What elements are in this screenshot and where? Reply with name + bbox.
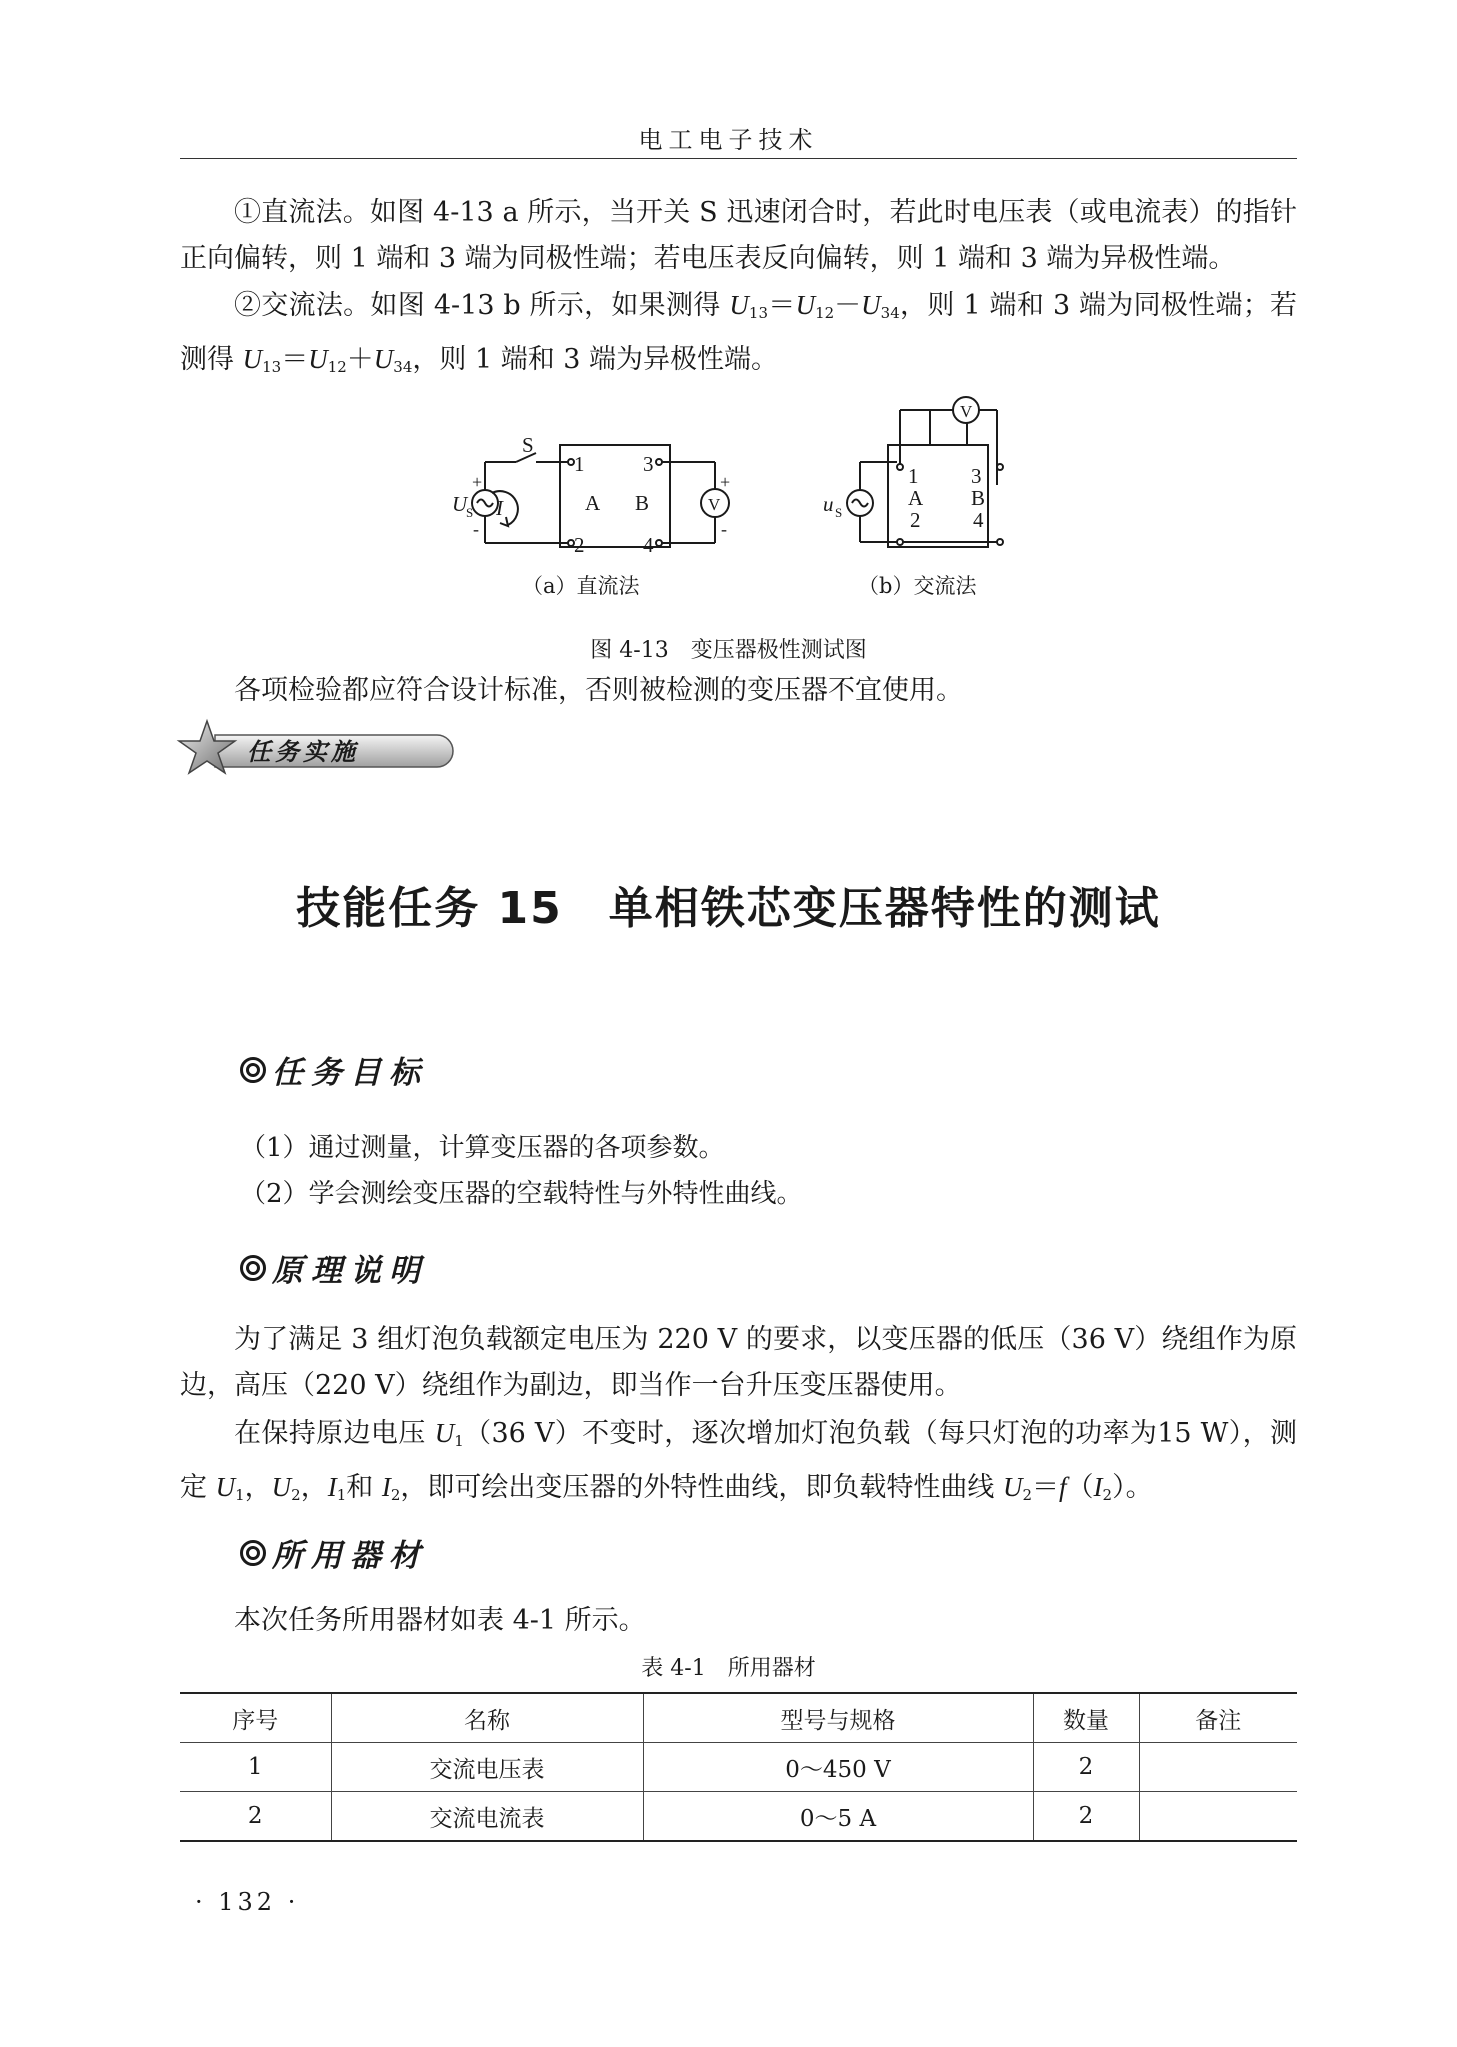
table-cell (1139, 1792, 1297, 1842)
panel-b-terminal-3 (997, 464, 1003, 470)
sub-12: 12 (815, 304, 835, 322)
sep-2: ， (300, 1472, 328, 1503)
panel-a-source-minus: - (473, 519, 479, 539)
var-u13: U (729, 290, 749, 320)
section-equipment-heading (240, 1530, 428, 1575)
minus-sign: － (834, 290, 862, 321)
var-u2: U (271, 1472, 292, 1502)
var-u12-b: U (308, 344, 328, 374)
plus-sign: ＋ (346, 344, 374, 375)
header-rule (180, 158, 1297, 159)
table-cell: 2 (1033, 1743, 1139, 1792)
sep-1: ， (244, 1472, 272, 1503)
panel-b-t4-label: 4 (973, 508, 984, 532)
banner-label: 任务实施 (247, 738, 359, 766)
p2-text-c: ，即可绘出变压器的外特性曲线，即负载特性曲线 (400, 1472, 1003, 1503)
table-cell: 2 (1033, 1792, 1139, 1842)
figure-caption: 图 4-13 变压器极性测试图 (590, 638, 867, 663)
sub-13-b: 13 (262, 358, 282, 376)
table-row (180, 1743, 1297, 1792)
table-cell: 0～450 V (643, 1743, 1033, 1792)
panel-a-source-wave (477, 500, 493, 507)
principle-para-2 (180, 1410, 1297, 1518)
col-header: 备注 (1139, 1693, 1297, 1743)
goal-item-2: （2）学会测绘变压器的空载特性与外特性曲线。 (240, 1179, 803, 1209)
sub-i1: 1 (336, 1486, 347, 1504)
panel-a-terminal-4 (656, 540, 662, 546)
eq-sign-b: ＝ (281, 344, 309, 375)
var-u1-b: U (215, 1472, 236, 1502)
table-row (180, 1792, 1297, 1842)
var-i2-b: I (1093, 1472, 1103, 1502)
equipment-table (180, 1692, 1297, 1842)
var-u34: U (861, 290, 881, 320)
panel-b-source-sub: S (835, 505, 843, 520)
col-header: 型号与规格 (643, 1693, 1033, 1743)
double-circle-icon (240, 1540, 266, 1566)
p2-text-b: （36 V）不变时，逐次增加灯泡负载（每只灯泡的功率为15 W），测定 (180, 1418, 1297, 1503)
table-caption: 表 4-1 所用器材 (641, 1656, 816, 1681)
panel-b-meter-label: V (960, 402, 973, 421)
eq-sign: ＝ (768, 290, 796, 321)
task-title: 技能任务 15 单相铁芯变压器特性的测试 (296, 883, 1161, 934)
panel-a-caption: （a）直流法 (522, 574, 640, 598)
panel-a-source-sub: S (466, 505, 474, 520)
panel-a-t3-label: 3 (643, 452, 654, 476)
sub-2: 2 (291, 1486, 301, 1504)
var-u13-b: U (242, 344, 263, 374)
section-principle-heading (240, 1245, 428, 1290)
sub-i2: 2 (390, 1486, 401, 1504)
panel-b-terminal-4 (997, 539, 1003, 545)
panel-b-source-label: u (823, 492, 834, 516)
panel-a-meter-plus: + (720, 472, 731, 492)
close-paren: ）。 (1112, 1472, 1153, 1503)
sub-2-b: 2 (1022, 1486, 1033, 1504)
and-text: 和 (346, 1472, 382, 1503)
var-u12: U (795, 290, 816, 320)
func-f: f (1059, 1472, 1067, 1502)
var-u2-b: U (1002, 1472, 1023, 1502)
goal-item-1: （1）通过测量，计算变压器的各项参数。 (240, 1133, 725, 1163)
panel-a-current-label: I (496, 496, 503, 520)
panel-a-circuit (472, 445, 729, 547)
para-after-figure: 各项检验都应符合设计标准，否则被检测的变压器不宜使用。 (234, 675, 963, 706)
col-header: 序号 (180, 1693, 331, 1743)
sub-12-b: 12 (327, 358, 347, 376)
para-dc-method: ①直流法。如图 4-13 a 所示，当开关 S 迅速闭合时，若此时电压表（或电流表）的指针正向偏转，则 1 端和 3 端为同极性端；若电压表反向偏转，则 1 端和 3 端为异极性端。 (180, 197, 1297, 274)
ac-tail2-text: ，则 1 端和 3 端为异极性端。 (412, 344, 779, 375)
table-cell: 2 (180, 1792, 331, 1842)
table-cell: 交流电压表 (331, 1743, 643, 1792)
panel-b-t3-label: 3 (971, 464, 982, 488)
var-u1: U (434, 1418, 455, 1448)
panel-b-winding-b: B (971, 486, 986, 510)
section-principle-title: 原理说明 (272, 1253, 428, 1289)
sub-1-b: 1 (235, 1486, 245, 1504)
panel-b-terminal-2 (897, 539, 903, 545)
running-head: 电工电子技术 (638, 126, 819, 154)
table-header-row (180, 1693, 1297, 1743)
col-header: 名称 (331, 1693, 643, 1743)
panel-a-winding-b: B (635, 491, 650, 515)
panel-a-winding-a: A (585, 491, 601, 515)
sub-13: 13 (748, 304, 768, 322)
panel-a-source-plus: + (472, 472, 483, 492)
var-i2: I (381, 1472, 391, 1502)
section-equipment-title: 所用器材 (272, 1538, 428, 1574)
panel-a-source-label: U (452, 492, 468, 516)
panel-b-t2-label: 2 (910, 508, 921, 532)
page-number: · 132 · (195, 1888, 300, 1916)
table-cell: 0～5 A (643, 1792, 1033, 1842)
section-goals-heading (240, 1047, 428, 1092)
sub-34: 34 (880, 304, 900, 322)
sub-1: 1 (454, 1432, 464, 1450)
panel-a-t2-label: 2 (574, 533, 585, 557)
panel-a-t4-label: 4 (643, 533, 654, 557)
table-cell: 交流电流表 (331, 1792, 643, 1842)
col-header: 数量 (1033, 1693, 1139, 1743)
var-u34-b: U (373, 344, 394, 374)
ac-lead-text: ②交流法。如图 4-13 b 所示，如果测得 (234, 290, 730, 321)
sub-i2-b: 2 (1102, 1486, 1113, 1504)
ac-tail1-text: ，则 1 端和 3 端为同极性端；若测得 (180, 290, 1298, 375)
panel-a-switch-label: S (522, 433, 534, 457)
para-ac-method (180, 282, 1297, 390)
panel-a-meter-label: V (708, 495, 721, 514)
panel-a-meter-minus: - (721, 519, 727, 539)
panel-b-t1-label: 1 (908, 464, 919, 488)
sub-34-b: 34 (393, 358, 413, 376)
equipment-para: 本次任务所用器材如表 4-1 所示。 (234, 1605, 646, 1636)
open-paren: （ (1066, 1472, 1094, 1503)
p2-text-a: 在保持原边电压 (234, 1418, 435, 1449)
table-cell: 1 (180, 1743, 331, 1792)
table-cell (1139, 1743, 1297, 1792)
double-circle-icon (240, 1057, 266, 1083)
panel-b-terminal-1 (897, 464, 903, 470)
var-i1: I (327, 1472, 337, 1502)
panel-b-caption: （b）交流法 (858, 574, 977, 598)
section-goals-title: 任务目标 (272, 1055, 428, 1091)
eq-sign-c: ＝ (1032, 1472, 1060, 1503)
panel-b-circuit (847, 397, 1033, 547)
principle-para-1: 为了满足 3 组灯泡负载额定电压为 220 V 的要求，以变压器的低压（36 V）绕组作为原边，高压（220 V）绕组作为副边，即当作一台升压变压器使用。 (180, 1324, 1297, 1401)
panel-a-terminal-3 (656, 459, 662, 465)
figure-4-13-diagram (430, 385, 1070, 600)
double-circle-icon (240, 1255, 266, 1281)
task-banner (175, 715, 455, 790)
panel-a-t1-label: 1 (574, 452, 585, 476)
panel-b-winding-a: A (908, 486, 924, 510)
